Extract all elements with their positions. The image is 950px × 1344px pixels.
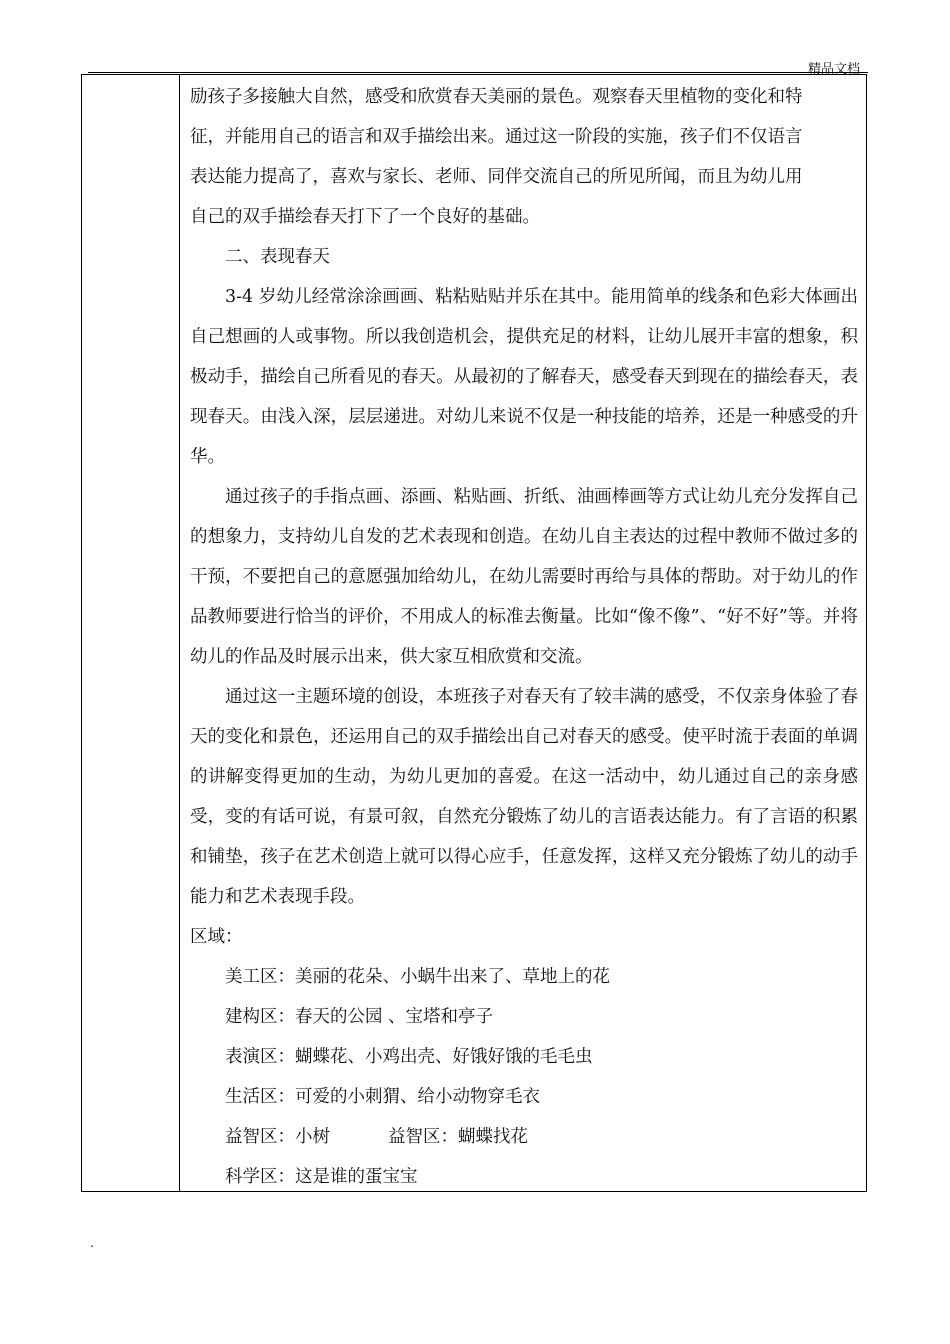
zones-title: 区域： <box>190 927 243 947</box>
zone-puzzle-a: 益智区：小树 <box>225 1127 330 1147</box>
paragraph-line: 表达能力提高了，喜欢与家长、老师、同伴交流自己的所见所闻，而且为幼儿用 <box>190 167 803 187</box>
paragraph-line: 征，并能用自己的语言和双手描绘出来。通过这一阶段的实施，孩子们不仅语言 <box>190 127 803 147</box>
zone-build: 建构区：春天的公园 、宝塔和亭子 <box>225 1007 494 1027</box>
footer-mark: . <box>90 1236 94 1250</box>
paragraph-line: 励孩子多接触大自然，感受和欣赏春天美丽的景色。观察春天里植物的变化和特 <box>190 87 803 107</box>
left-column-cell <box>82 75 180 1191</box>
zone-puzzle <box>190 1117 858 1157</box>
zone-life: 生活区：可爱的小刺猬、给小动物穿毛衣 <box>225 1087 540 1107</box>
zone-art: 美工区：美丽的花朵、小蜗牛出来了、草地上的花 <box>225 967 610 987</box>
zone-perform: 表演区：蝴蝶花、小鸡出壳、好饿好饿的毛毛虫 <box>225 1047 593 1067</box>
paragraph: 3-4 岁幼儿经常涂涂画画、粘粘贴贴并乐在其中。能用简单的线条和色彩大体画出自己想画的人或事物。所以我创造机会，提供充足的材料，让幼儿展开丰富的想象，积极动手，描绘自己所看见的春天。从最初的了解春天，感受春天到现在的描绘春天，表现春天。由浅入深，层层递进。对幼儿来说不仅是一种技能的培养，还是一种感受的升华。 <box>190 287 858 467</box>
section-heading: 二、表现春天 <box>225 247 330 267</box>
paragraph: 通过这一主题环境的创设，本班孩子对春天有了较丰满的感受，不仅亲身体验了春天的变化和景色，还运用自己的双手描绘出自己对春天的感受。使平时流于表面的单调的讲解变得更加的生动，为幼儿更加的喜爱。在这一活动中，幼儿通过自己的亲身感受，变的有话可说，有景可叙，自然充分锻炼了幼儿的言语表达能力。有了言语的积累和铺垫，孩子在艺术创造上就可以得心应手，任意发挥，这样又充分锻炼了幼儿的动手能力和艺术表现手段。 <box>190 687 858 907</box>
paragraph-line: 自己的双手描绘春天打下了一个良好的基础。 <box>190 207 540 227</box>
zone-science: 科学区：这是谁的蛋宝宝 <box>225 1167 418 1187</box>
header-rule <box>88 72 868 73</box>
zone-puzzle-b: 益智区：蝴蝶找花 <box>388 1127 528 1147</box>
header-label: 精品文档 <box>807 62 860 77</box>
document-table <box>81 74 867 1192</box>
paragraph: 通过孩子的手指点画、添画、粘贴画、折纸、油画棒画等方式让幼儿充分发挥自己的想象力，支持幼儿自发的艺术表现和创造。在幼儿自主表达的过程中教师不做过多的干预，不要把自己的意愿强加给幼儿，在幼儿需要时再给与具体的帮助。对于幼儿的作品教师要进行恰当的评价，不用成人的标准去衡量。比如“像不像”、“好不好”等。并将幼儿的作品及时展示出来，供大家互相欣赏和交流。 <box>190 487 858 667</box>
content-cell <box>190 77 858 1197</box>
